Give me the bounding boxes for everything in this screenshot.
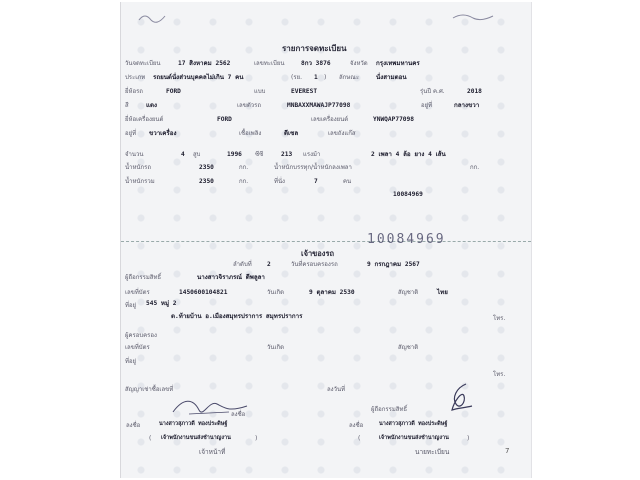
gross-value: 2350	[199, 178, 214, 185]
year-value: 2018	[467, 88, 482, 95]
cyl-unit: สูบ	[193, 151, 201, 158]
order-label: ลำดับที่	[233, 261, 252, 268]
possessor-id-label: เลขที่บัตร	[125, 344, 150, 351]
engine-brand-value: FORD	[217, 116, 232, 123]
brand-value: FORD	[166, 88, 181, 95]
tear-line	[121, 241, 531, 242]
right-officer-role: เจ้าพนักงานขนส่งชำนาญงาน	[379, 435, 449, 441]
left-bracket-open: (	[149, 435, 152, 442]
left-officer-role: เจ้าพนักงานขนส่งชำนาญงาน	[161, 435, 231, 441]
possessor-addr-label: ที่อยู่	[125, 358, 137, 365]
rl-label: (รย.	[291, 74, 302, 81]
reg-date-label: วันจดทะเบียน	[125, 60, 161, 67]
possess-date-label: วันที่ครอบครองรถ	[291, 261, 338, 268]
cyl-value: 4	[181, 151, 185, 158]
order-value: 2	[267, 261, 271, 268]
seats-value: 7	[314, 178, 318, 185]
model-value: EVEREST	[291, 88, 318, 95]
rl-value: 1	[314, 74, 318, 81]
gross-unit: กก.	[239, 178, 249, 185]
plate-value: 8กว 3876	[301, 60, 331, 67]
hp-unit: แรงม้า	[303, 151, 321, 158]
model-label: แบบ	[254, 88, 266, 95]
cyl-label: จำนวน	[125, 151, 144, 158]
owner-sign-label: ผู้ถือกรรมสิทธิ์	[371, 406, 408, 413]
engine-no-label: เลขเครื่องยนต์	[311, 116, 349, 123]
style-value: นั่งสามตอน	[376, 74, 407, 81]
color-label: สี	[125, 102, 129, 109]
load-label: น้ำหนักบรรทุก/น้ำหนักลงเพลา	[274, 164, 352, 171]
engine-no-value: YNWQAP77098	[373, 116, 414, 123]
possessor-tel-label: โทร.	[493, 371, 506, 378]
owner-nat-value: ไทย	[437, 289, 448, 296]
chassis-value: MNBAXXMAWAJP77098	[287, 102, 351, 109]
brand-label: ยี่ห้อรถ	[125, 88, 143, 95]
possessor-dob-label: วันเกิด	[267, 344, 285, 351]
owner-tel-label: โทร.	[493, 315, 506, 322]
fuel-value: ดีเซล	[284, 130, 299, 137]
owner-dob-label: วันเกิด	[267, 289, 285, 296]
rl-close: )	[324, 74, 327, 81]
bottom-page-number: 7	[505, 447, 510, 455]
left-officer-title: เจ้าหน้าที่	[199, 448, 226, 456]
sign-right-label: ลงชื่อ	[349, 422, 364, 429]
owner-dob-value: 9 ตุลาคม 2530	[309, 289, 355, 296]
owner-addr-value: 545 หมู่ 2	[146, 300, 177, 307]
contract-date-label: ลงวันที่	[327, 386, 346, 393]
load-unit: กก.	[470, 164, 480, 171]
engine-brand-label: ยี่ห้อเครื่องยนต์	[125, 116, 164, 123]
type-label: ประเภท	[125, 74, 146, 81]
left-signature	[169, 394, 259, 420]
registration-document	[120, 2, 532, 478]
weight-value: 2350	[199, 164, 214, 171]
gas-label: เลขถังแก๊ส	[328, 130, 356, 137]
right-officer-name: นางสาวสุภาวดี ทองประดิษฐ์	[379, 421, 448, 427]
possessor-nat-label: สัญชาติ	[398, 344, 419, 351]
weight-label: น้ำหนักรถ	[125, 164, 152, 171]
chassis-loc-label: อยู่ที่	[421, 102, 433, 109]
owner-section-title: เจ้าของรถ	[301, 249, 335, 258]
left-officer-name: นางสาวสุภาวดี ทองประดิษฐ์	[159, 421, 228, 427]
fuel-label: เชื้อเพลิง	[239, 130, 262, 137]
serial-stamp: 10084969	[367, 232, 446, 247]
weight-unit: กก.	[239, 164, 249, 171]
cc-value: 1996	[227, 151, 242, 158]
corner-scribble-right	[451, 8, 501, 28]
seats-label: ที่นั่ง	[274, 178, 285, 185]
corner-scribble	[135, 8, 175, 28]
owner-name-label: ผู้ถือกรรมสิทธิ์	[125, 274, 162, 281]
sign1-label: ลงชื่อ	[231, 411, 246, 418]
gross-label: น้ำหนักรวม	[125, 178, 155, 185]
document-number: 10084969	[393, 191, 423, 198]
sign-left-label: ลงชื่อ	[126, 422, 141, 429]
left-bracket-close: )	[255, 435, 258, 442]
chassis-label: เลขตัวรถ	[237, 102, 261, 109]
owner-id-label: เลขที่บัตร	[125, 289, 150, 296]
province-value: กรุงเทพมหานคร	[376, 60, 420, 67]
type-value: รถยนต์นั่งส่วนบุคคลไม่เกิน 7 คน	[153, 74, 244, 81]
reg-date-value: 17 สิงหาคม 2562	[178, 60, 231, 67]
possess-date-value: 9 กรกฎาคม 2567	[367, 261, 420, 268]
right-bracket-close: )	[467, 435, 470, 442]
right-officer-title: นายทะเบียน	[415, 448, 450, 456]
hp-value: 213	[281, 151, 293, 158]
owner-addr2-value: ต.ท้ายบ้าน อ.เมืองสมุทรปราการ สมุทรปราการ	[171, 313, 303, 320]
right-bracket-open: (	[358, 435, 361, 442]
owner-id-value: 1450600104821	[179, 289, 228, 296]
style-label: ลักษณะ	[339, 74, 360, 81]
plate-label: เลขทะเบียน	[254, 60, 285, 67]
owner-nat-label: สัญชาติ	[398, 289, 419, 296]
province-label: จังหวัด	[350, 60, 368, 67]
engine-loc-label: อยู่ที่	[125, 130, 137, 137]
contract-label: สัญญาเช่าซื้อเลขที่	[125, 386, 174, 393]
owner-signature	[446, 380, 476, 416]
owner-addr-label: ที่อยู่	[125, 302, 137, 309]
cc-unit: ซีซี	[255, 151, 264, 158]
owner-name-value: นางสาวจิราภรณ์ ดีพลูลา	[197, 274, 265, 281]
possessor-name-label: ผู้ครอบครอง	[125, 332, 157, 339]
engine-loc-value: ขวาเครื่อง	[149, 130, 177, 137]
color-value: แดง	[146, 102, 158, 109]
year-label: รุ่นปี ค.ศ.	[420, 88, 445, 95]
wheels-value: 2 เพลา 4 ล้อ ยาง 4 เส้น	[371, 151, 446, 158]
seats-unit: คน	[343, 178, 352, 185]
chassis-loc-value: กลางขวา	[454, 102, 480, 109]
page-title: รายการจดทะเบียน	[282, 44, 347, 53]
